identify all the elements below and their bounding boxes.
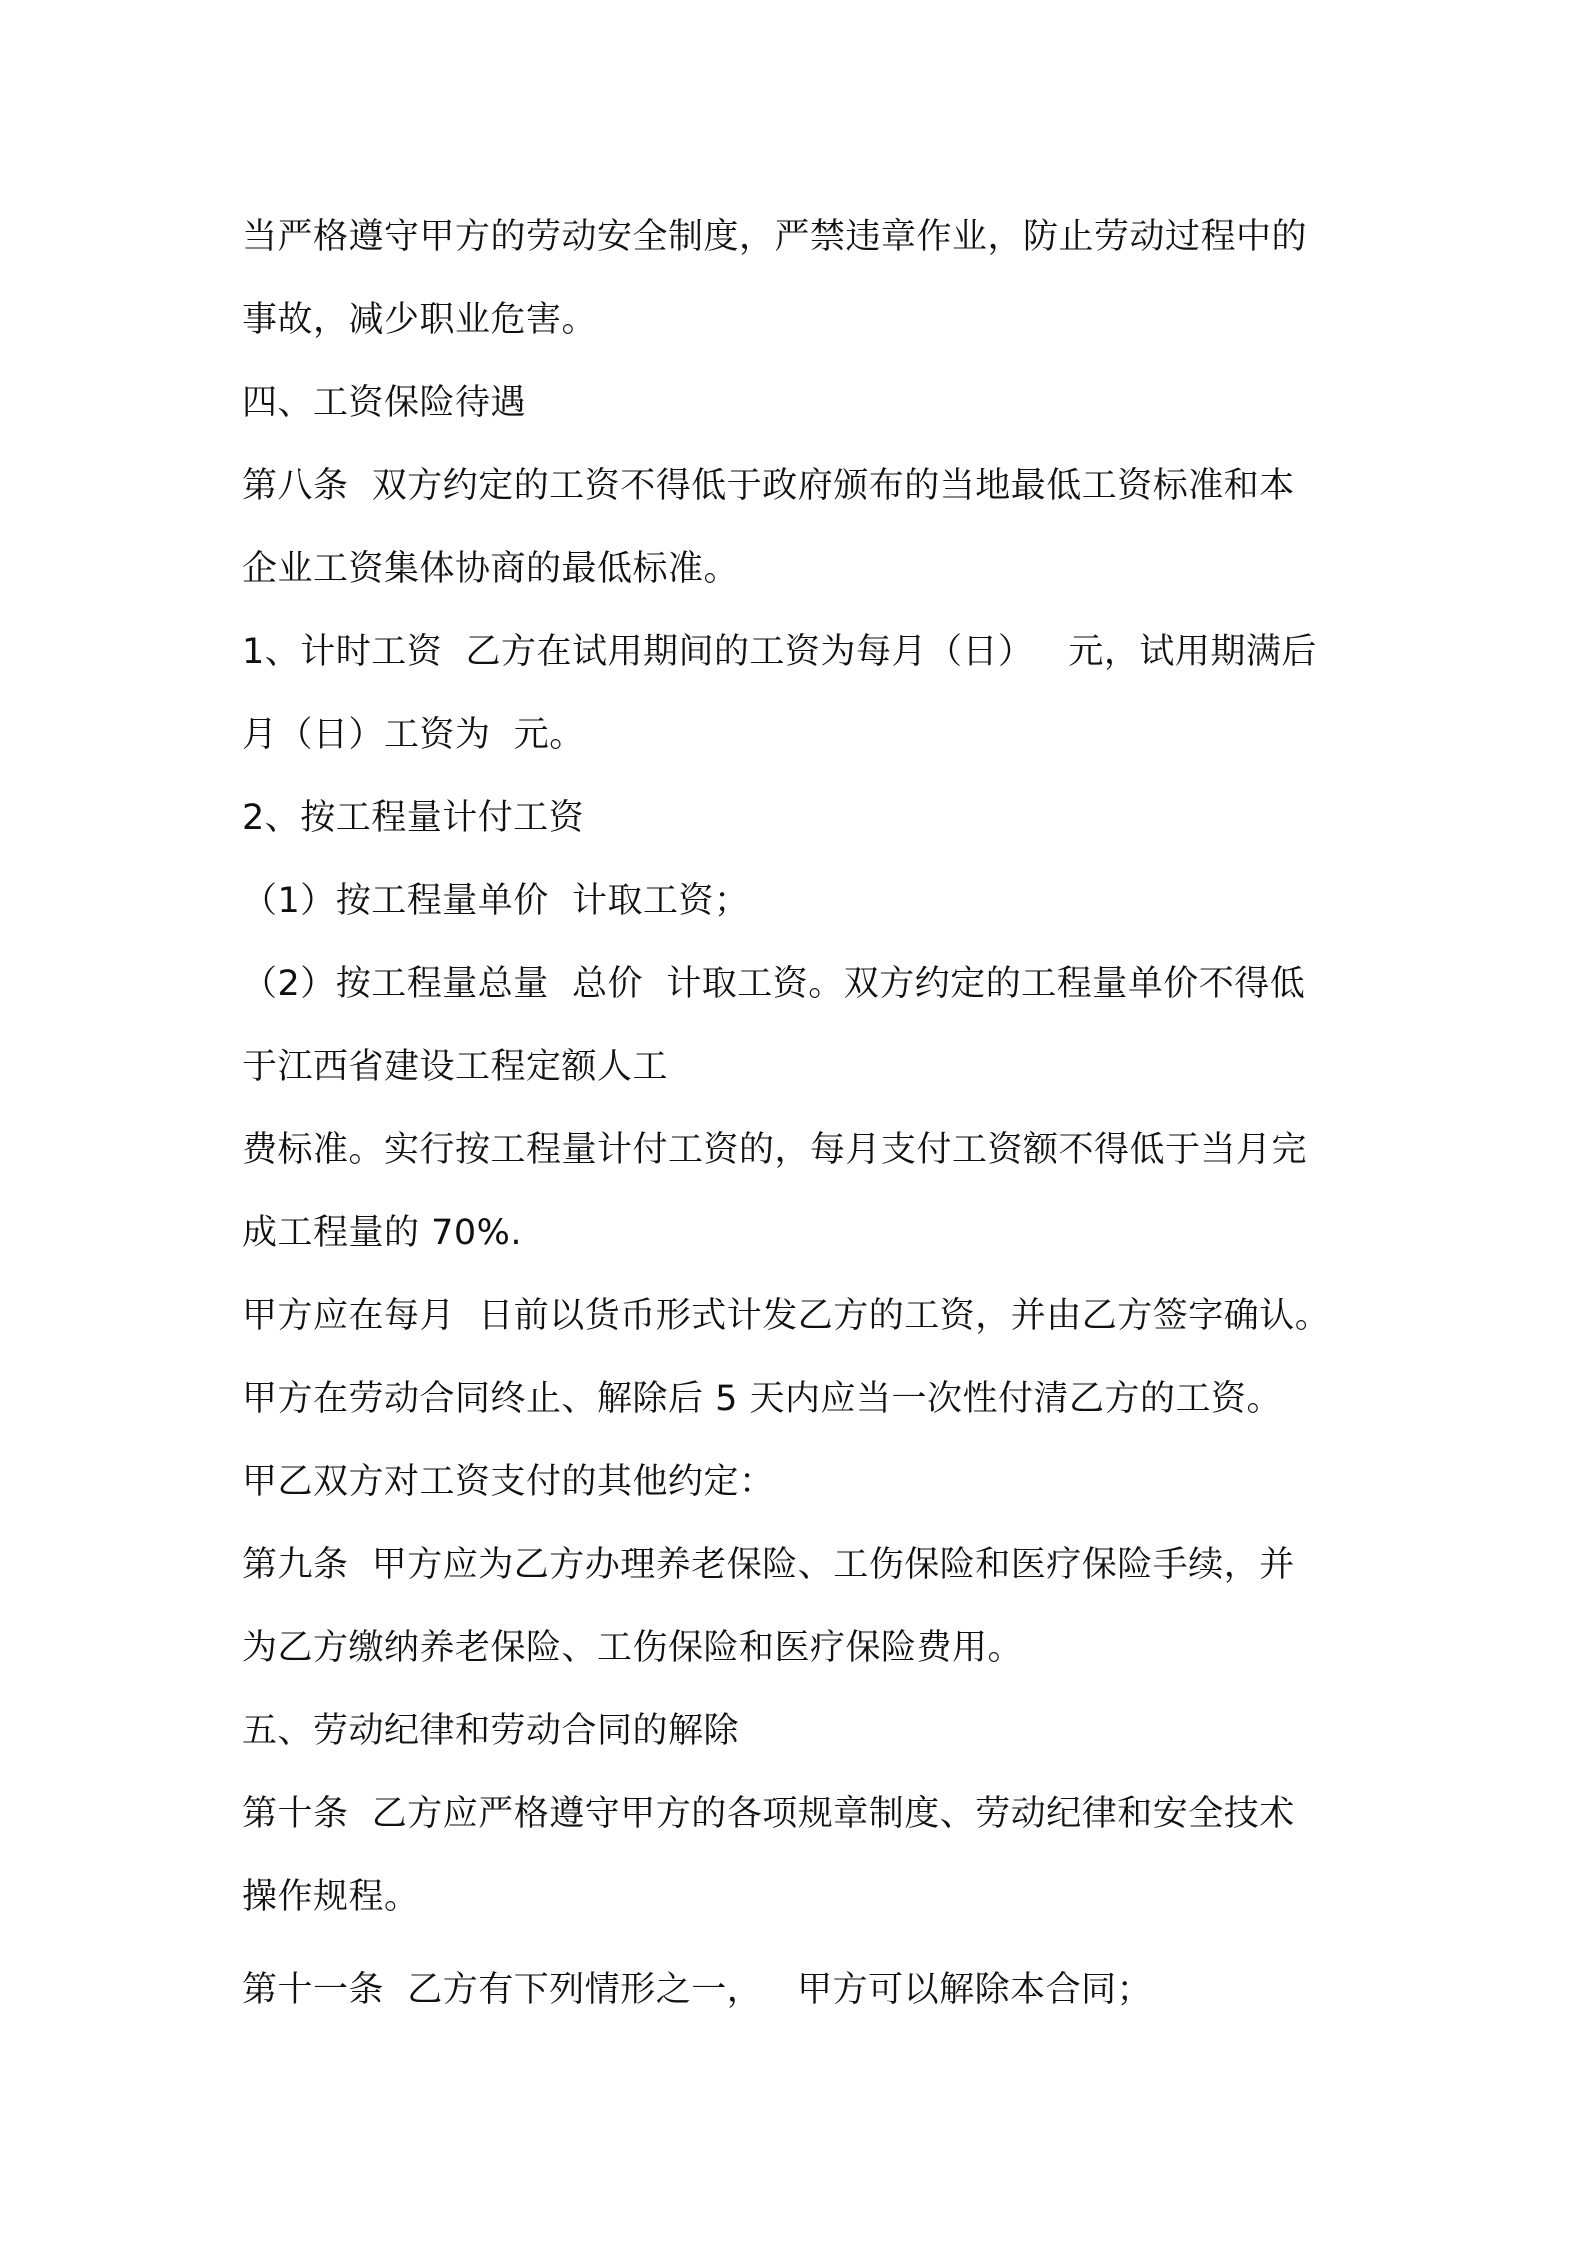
text-line: 2、按工程量计付工资 — [242, 798, 585, 838]
text-line: 甲乙双方对工资支付的其他约定： — [242, 1462, 775, 1502]
text-line: 第十条 乙方应严格遵守甲方的各项规章制度、劳动纪律和安全技术 — [242, 1794, 1295, 1834]
text-line: 为乙方缴纳养老保险、工伤保险和医疗保险费用。 — [242, 1628, 1024, 1668]
text-line: 月（日）工资为 元。 — [242, 715, 585, 755]
section-heading: 四、工资保险待遇 — [242, 383, 527, 423]
text-line: 第九条 甲方应为乙方办理养老保险、工伤保险和医疗保险手续，并 — [242, 1545, 1295, 1585]
text-line: 于江西省建设工程定额人工 — [242, 1047, 669, 1087]
text-line: 1、计时工资 乙方在试用期间的工资为每月（日） 元，试用期满后 — [242, 632, 1317, 672]
text-line: 成工程量的 70%. — [242, 1213, 523, 1253]
section-heading: 五、劳动纪律和劳动合同的解除 — [242, 1711, 740, 1751]
text-line: 第十一条 乙方有下列情形之一， 甲方可以解除本合同； — [242, 1970, 1153, 2010]
text-line: 操作规程。 — [242, 1877, 420, 1917]
text-line: 事故，减少职业危害。 — [242, 300, 598, 340]
text-line: 第八条 双方约定的工资不得低于政府颁布的当地最低工资标准和本 — [242, 466, 1295, 506]
text-line: 当严格遵守甲方的劳动安全制度，严禁违章作业，防止劳动过程中的 — [242, 217, 1308, 257]
text-line: 费标准。实行按工程量计付工资的，每月支付工资额不得低于当月完 — [242, 1130, 1308, 1170]
text-line: （2）按工程量总量 总价 计取工资。双方约定的工程量单价不得低 — [242, 964, 1306, 1004]
text-line: 甲方应在每月 日前以货币形式计发乙方的工资，并由乙方签字确认。 — [242, 1296, 1331, 1336]
text-line: 甲方在劳动合同终止、解除后 5 天内应当一次性付清乙方的工资。 — [242, 1379, 1283, 1419]
text-line: 企业工资集体协商的最低标准。 — [242, 549, 740, 589]
text-line: （1）按工程量单价 计取工资； — [242, 881, 750, 921]
document-body — [242, 196, 1372, 2032]
